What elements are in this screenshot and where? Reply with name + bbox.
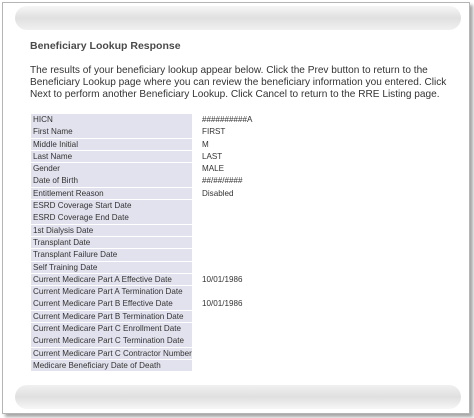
field-row-part-c-contractor: [31, 348, 291, 360]
field-label: Current Medicare Part B Effective Date: [31, 298, 192, 310]
field-row-part-c-termination: [31, 335, 291, 347]
field-value: MALE: [202, 164, 225, 174]
field-label: Current Medicare Part C Contractor Number: [33, 348, 192, 358]
field-label: Current Medicare Part C Termination Date: [31, 335, 192, 347]
instructions-text: [30, 65, 460, 101]
field-value: LAST: [202, 151, 223, 161]
field-row-part-b-effective: [31, 298, 291, 310]
field-row-esrd-start: [31, 200, 291, 212]
field-label: ESRD Coverage Start Date: [31, 200, 192, 212]
field-label: Medicare Beneficiary Date of Death: [31, 360, 192, 372]
field-label: Self Training Date: [31, 262, 192, 274]
top-band: [15, 6, 461, 30]
field-value: 10/01/1986: [202, 299, 243, 309]
field-row-date-of-birth: [31, 175, 291, 187]
field-label: Current Medicare Part B Termination Date: [31, 311, 192, 323]
instructions-line: Beneficiary Lookup page where you can review the beneficiary information you entered. Click: [30, 77, 447, 88]
field-row-part-a-termination: [31, 286, 291, 298]
field-label: First Name: [31, 126, 192, 138]
field-row-transplant-date: [31, 237, 291, 249]
field-label: ESRD Coverage End Date: [31, 212, 192, 224]
field-row-transplant-failure: [31, 249, 291, 261]
field-label: Last Name: [31, 151, 192, 163]
field-label: Current Medicare Part A Termination Date: [31, 286, 192, 298]
field-row-esrd-end: [31, 212, 291, 224]
field-row-middle-initial: [31, 139, 291, 151]
field-row-part-a-effective: [31, 274, 291, 286]
field-label: Transplant Failure Date: [31, 249, 192, 261]
screenshot-frame: [2, 2, 470, 414]
field-value: FIRST: [202, 127, 226, 137]
field-row-entitlement-reason: [31, 188, 291, 200]
field-label: Current Medicare Part A Effective Date: [31, 274, 192, 286]
field-row-gender: [31, 163, 291, 175]
field-label: Middle Initial: [31, 139, 192, 151]
field-row-part-c-enrollment: [31, 323, 291, 335]
field-value: M: [202, 139, 209, 149]
field-label: Current Medicare Part C Enrollment Date: [31, 323, 192, 335]
instructions-line: Next to perform another Beneficiary Lookup. Click Cancel to return to the RRE Listing page.: [30, 89, 440, 100]
instructions-line: The results of your beneficiary lookup appear below. Click the Prev button to return to the: [30, 65, 428, 76]
field-label: Date of Birth: [31, 175, 192, 187]
field-value: ##/##/####: [202, 176, 243, 186]
field-row-first-dialysis: [31, 225, 291, 237]
field-label: Transplant Date: [31, 237, 192, 249]
field-value: 10/01/1986: [202, 274, 243, 284]
field-row-part-b-termination: [31, 311, 291, 323]
field-value: Disabled: [202, 188, 234, 198]
field-label: HICN: [31, 114, 192, 126]
field-row-first-name: [31, 126, 291, 138]
beneficiary-details-table: [31, 114, 291, 372]
field-value: ##########A: [202, 115, 253, 124]
field-row-self-training: [31, 262, 291, 274]
field-row-hicn: [31, 114, 291, 126]
field-row-last-name: [31, 151, 291, 163]
field-label: 1st Dialysis Date: [31, 225, 192, 237]
field-label: Entitlement Reason: [31, 188, 192, 200]
page-title: Beneficiary Lookup Response: [30, 40, 181, 52]
field-row-date-of-death: [31, 360, 291, 372]
field-label: Gender: [31, 163, 192, 175]
bottom-band: [15, 385, 461, 409]
